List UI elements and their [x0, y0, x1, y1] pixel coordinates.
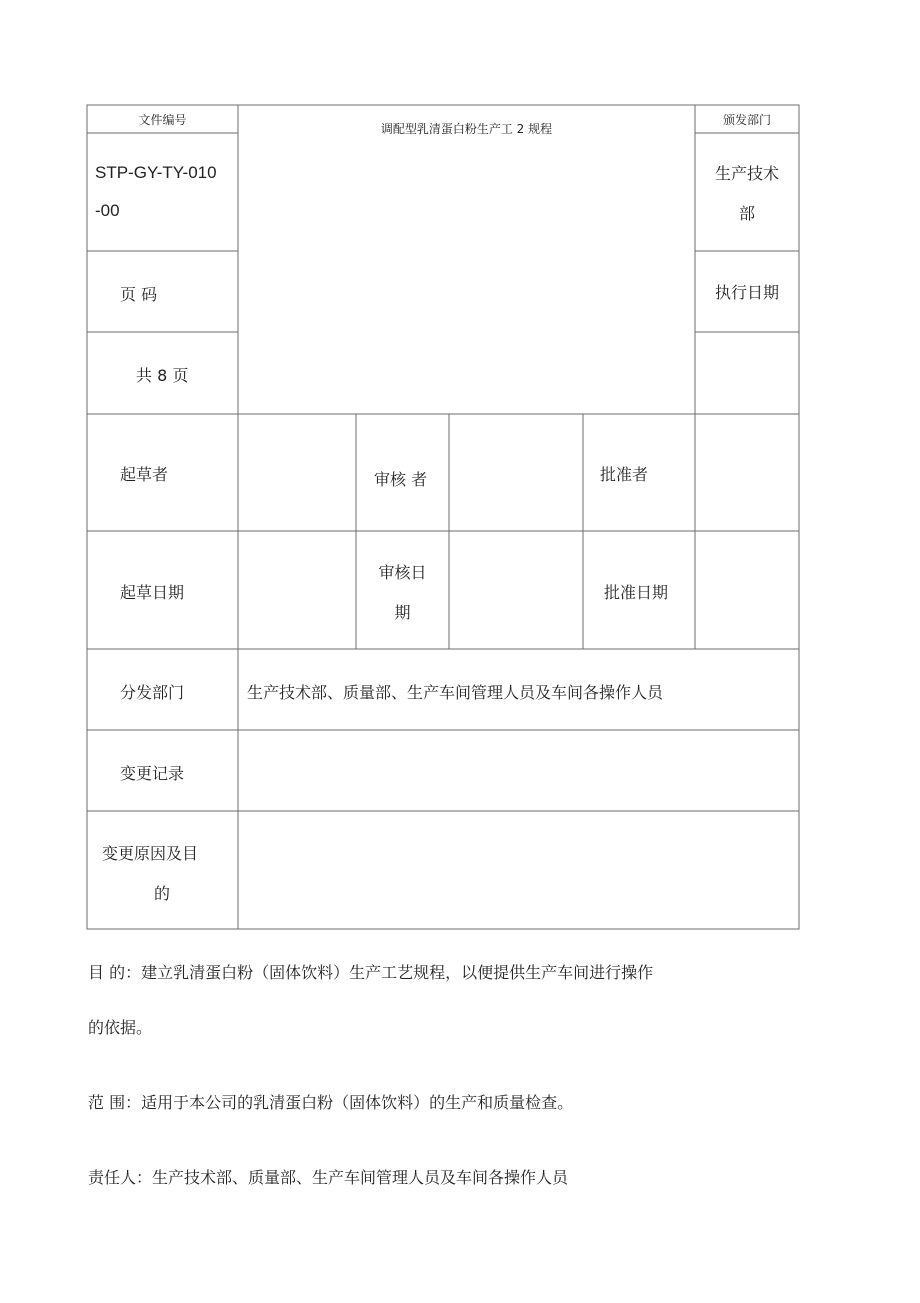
- draft-date-label: 起草日期: [120, 583, 185, 602]
- distribution-value: 生产技术部、质量部、生产车间管理人员及车间各操作人员: [247, 683, 664, 702]
- review-date-label-line2: 期: [394, 602, 411, 622]
- change-reason-label-line2: 的: [154, 884, 171, 903]
- change-record-value: [238, 730, 799, 811]
- drafter-label: 起草者: [120, 465, 169, 484]
- purpose-line2: 的依据。: [88, 1018, 153, 1037]
- review-date-label-line1: 审核日: [378, 562, 427, 582]
- change-reason-label-line1: 变更原因及目: [102, 844, 199, 863]
- purpose-line1: 目 的：建立乳清蛋白粉（固体饮料）生产工艺规程，以便提供生产车间进行操作: [88, 963, 654, 982]
- scope-text: 范 围：适用于本公司的乳清蛋白粉（固体饮料）的生产和质量检查。: [88, 1093, 574, 1112]
- drafter-value: [238, 414, 356, 531]
- approver-value: [695, 414, 799, 531]
- approve-date-value: [695, 531, 799, 649]
- doc-number-value-line1: STP-GY-TY-010: [95, 163, 217, 182]
- change-record-label: 变更记录: [120, 764, 185, 783]
- responsible-text: 责任人：生产技术部、质量部、生产车间管理人员及车间各操作人员: [88, 1168, 569, 1187]
- exec-date-label: 执行日期: [714, 283, 779, 302]
- reviewer-label: 审核 者: [374, 470, 428, 489]
- doc-number-value-line2: -00: [95, 201, 120, 220]
- issuer-label: 颁发部门: [722, 112, 771, 127]
- doc-number-label: 文件编号: [138, 112, 187, 127]
- document-title: 调配型乳清蛋白粉生产工 2 规程: [380, 121, 553, 136]
- issuer-value-line1: 生产技术: [714, 163, 779, 183]
- reviewer-value: [449, 414, 583, 531]
- distribution-label: 分发部门: [120, 683, 185, 702]
- exec-date-value: [695, 332, 799, 414]
- issuer-value-line2: 部: [738, 203, 755, 223]
- approve-date-label: 批准日期: [604, 583, 669, 602]
- review-date-value: [449, 531, 583, 649]
- change-reason-value: [238, 811, 799, 929]
- page-count: 共 8 页: [136, 366, 189, 385]
- draft-date-value: [238, 531, 356, 649]
- page-label: 页 码: [120, 285, 158, 304]
- approver-label: 批准者: [600, 465, 649, 484]
